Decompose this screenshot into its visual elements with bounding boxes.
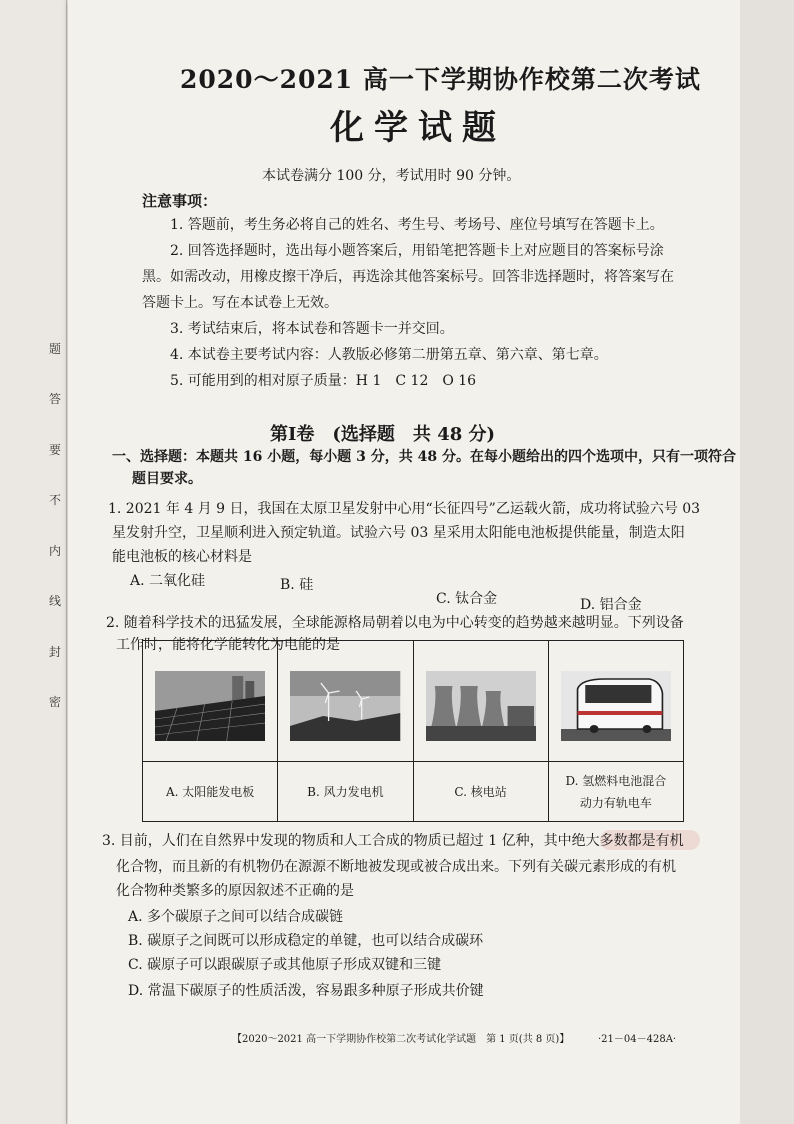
q1-option-d: D. 铝合金 bbox=[580, 597, 642, 613]
caption-c: C. 核电站 bbox=[414, 761, 548, 822]
q2-cell-c bbox=[414, 641, 549, 821]
q3-text: 化合物种类繁多的原因叙述不正确的是 bbox=[116, 883, 354, 899]
q2-figure-table bbox=[142, 640, 684, 822]
score-note: 本试卷满分 100 分，考试用时 90 分钟。 bbox=[262, 168, 521, 184]
q1-option-a: A. 二氧化硅 bbox=[130, 573, 206, 589]
subject-title: 化学试题 bbox=[330, 108, 506, 148]
wind-turbine-image bbox=[290, 671, 400, 741]
page-footer: 【2020～2021 高一下学期协作校第二次考试化学试题 第 1 页(共 8 页)】 bbox=[232, 1034, 570, 1045]
right-margin bbox=[740, 0, 794, 1124]
notice-line: 黑。如需改动，用橡皮擦干净后，再选涂其他答案标号。回答非选择题时，将答案写在 bbox=[142, 269, 674, 285]
binding-char: 密 bbox=[48, 694, 61, 709]
binding-char: 要 bbox=[48, 442, 61, 457]
notice-line: 5. 可能用到的相对原子质量：H 1 C 12 O 16 bbox=[170, 373, 477, 389]
q2-text: 2. 随着科学技术的迅猛发展，全球能源格局朝着以电为中心转变的趋势越来越明显。下列设备 bbox=[106, 615, 684, 631]
q3-text: 化合物，而且新的有机物仍在源源不断地被发现或被合成出来。下列有关碳元素形成的有机 bbox=[116, 859, 676, 875]
q2-text: 工作时，能将化学能转化为电能的是 bbox=[116, 637, 340, 653]
q1-text: 星发射升空，卫星顺利进入预定轨道。试验六号 03 星采用太阳能电池板提供能量，制造太阳 bbox=[112, 525, 685, 541]
notice-line: 4. 本试卷主要考试内容：人教版必修第二册第五章、第六章、第七章。 bbox=[170, 347, 608, 363]
caption-d-line1: D. 氢燃料电池混合 bbox=[565, 774, 667, 788]
q1-option-c: C. 钛合金 bbox=[436, 591, 498, 607]
tram-image bbox=[561, 671, 671, 741]
q1-text: 能电池板的核心材料是 bbox=[112, 549, 252, 565]
binding-char: 封 bbox=[48, 644, 61, 659]
q1-text: 1. 2021 年 4 月 9 日，我国在太原卫星发射中心用“长征四号”乙运载火箭，成功将试验六号 03 bbox=[108, 501, 701, 517]
notice-line: 1. 答题前，考生务必将自己的姓名、考生号、考场号、座位号填写在答题卡上。 bbox=[170, 217, 664, 233]
notice-line: 2. 回答选择题时，选出每小题答案后，用铅笔把答题卡上对应题目的答案标号涂 bbox=[170, 243, 664, 259]
exam-title: 2020～2021 高一下学期协作校第二次考试 bbox=[180, 65, 701, 94]
nuclear-plant-image bbox=[426, 671, 536, 741]
part-instructions: 一、选择题：本题共 16 小题，每小题 3 分，共 48 分。在每小题给出的四个选项中，只有一项符合 bbox=[112, 449, 736, 465]
notice-line: 3. 考试结束后，将本试卷和答题卡一并交回。 bbox=[170, 321, 454, 337]
part-instructions-cont: 题目要求。 bbox=[132, 471, 202, 487]
binding-margin-text bbox=[44, 340, 66, 710]
caption-d bbox=[549, 761, 683, 822]
binding-char: 线 bbox=[48, 594, 61, 609]
solar-panel-image bbox=[155, 671, 265, 741]
q3-option-a: A. 多个碳原子之间可以结合成碳链 bbox=[128, 909, 344, 925]
notice-line: 答题卡上。写在本试卷上无效。 bbox=[142, 295, 338, 311]
q2-cell-b bbox=[278, 641, 413, 821]
q3-option-b: B. 碳原子之间既可以形成稳定的单键，也可以结合成碳环 bbox=[128, 933, 484, 949]
paper-code: ·21－04－428A· bbox=[598, 1034, 677, 1045]
caption-b: B. 风力发电机 bbox=[278, 761, 412, 822]
q1-option-b: B. 硅 bbox=[280, 577, 314, 593]
q2-cell-a bbox=[143, 641, 278, 821]
caption-d-line2: 动力有轨电车 bbox=[579, 796, 652, 810]
q2-cell-d bbox=[549, 641, 683, 821]
q3-option-d: D. 常温下碳原子的性质活泼，容易跟多种原子形成共价键 bbox=[128, 983, 484, 999]
binding-char: 内 bbox=[48, 543, 61, 558]
binding-char: 答 bbox=[48, 392, 61, 407]
notice-heading: 注意事项： bbox=[142, 192, 218, 210]
q3-option-c: C. 碳原子可以跟碳原子或其他原子形成双键和三键 bbox=[128, 957, 442, 973]
binding-line bbox=[66, 0, 67, 1124]
binding-char: 不 bbox=[48, 493, 61, 508]
binding-char: 题 bbox=[48, 342, 61, 356]
section-title: 第Ⅰ卷 (选择题 共 48 分) bbox=[270, 424, 496, 445]
q3-text: 3. 目前，人们在自然界中发现的物质和人工合成的物质已超过 1 亿种，其中绝大多数都是有机 bbox=[102, 833, 684, 849]
caption-a: A. 太阳能发电板 bbox=[143, 761, 277, 822]
